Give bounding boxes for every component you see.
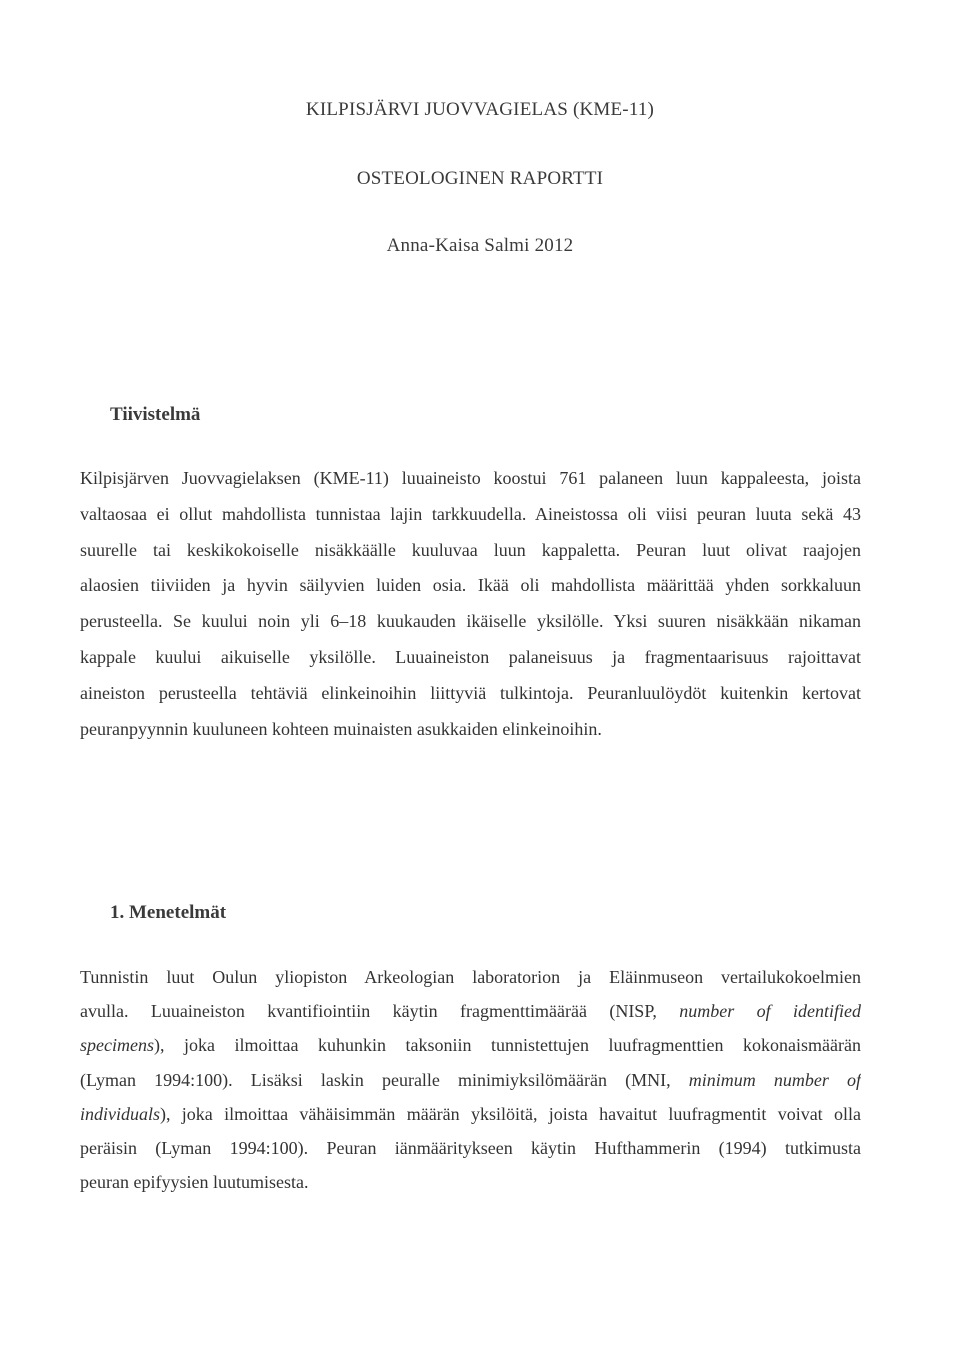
abstract-line: peuranpyynnin kuuluneen kohteen muinaisten asukkaiden elinkeinoihin. xyxy=(80,718,602,739)
methods-text: (Lyman 1994:100). Lisäksi laskin peuralle minimiyksilömäärän (MNI, xyxy=(80,1069,689,1090)
methods-text: ), joka ilmoittaa vähäisimmän määrän yksilöitä, joista havaitut luufragmentit voivat olla xyxy=(160,1103,861,1124)
document-author: Anna-Kaisa Salmi 2012 xyxy=(386,235,574,256)
methods-italic-term: number of identified xyxy=(679,1001,861,1022)
methods-text: Tunnistin luut Oulun yliopiston Arkeologian laboratorion ja Eläinmuseon vertailukokoelmien xyxy=(80,967,861,987)
abstract-line: perusteella. Se kuului noin yli 6–18 kuukauden ikäiselle yksilölle. Yksi suuren nisäkkään nikaman xyxy=(80,611,861,632)
document-subtitle: OSTEOLOGINEN RAPORTTI xyxy=(356,168,604,189)
abstract-line: suurelle tai keskikokoiselle nisäkkäälle kuuluvaa luun kappaletta. Peuran luut olivat raajojen xyxy=(80,539,861,560)
methods-line xyxy=(80,1131,861,1165)
methods-line xyxy=(80,960,861,994)
abstract-line: Kilpisjärven Juovvagielaksen (KME-11) luuaineisto koostui 761 palaneen luun kappaleesta, joista xyxy=(80,468,861,488)
methods-text: ), joka ilmoittaa kuhunkin taksoniin tunnistettujen luufragmenttien kokonaismäärän xyxy=(153,1035,861,1056)
abstract-paragraph xyxy=(80,461,861,747)
methods-text: peuran epifyysien luutumisesta. xyxy=(80,1172,309,1193)
methods-line xyxy=(80,1028,861,1062)
abstract-line: alaosien tiiviiden ja hyvin säilyvien luiden osia. Ikää oli mahdollista määrittää yhden sorkkaluun xyxy=(80,575,861,596)
methods-text: peräisin (Lyman 1994:100). Peuran iänmääritykseen käytin Hufthammerin (1994) tutkimusta xyxy=(80,1137,861,1158)
methods-paragraph xyxy=(80,960,861,1199)
abstract-heading: Tiivistelmä xyxy=(110,404,201,425)
methods-line xyxy=(80,1063,861,1097)
document-title: KILPISJÄRVI JUOVVAGIELAS (KME-11) xyxy=(305,99,655,120)
methods-heading: 1. Menetelmät xyxy=(110,902,227,923)
methods-text: avulla. Luuaineiston kvantifiointiin käytin fragmenttimäärää (NISP, xyxy=(80,1001,680,1022)
abstract-line: kappale kuului aikuiselle yksilölle. Luuaineiston palaneisuus ja fragmentaarisuus rajoittavat xyxy=(80,646,861,667)
methods-line xyxy=(80,994,861,1028)
methods-italic-term: individuals xyxy=(80,1103,160,1124)
abstract-line: aineiston perusteella tehtäviä elinkeinoihin liittyviä tulkintoja. Peuranluulöydöt kuitenkin kertovat xyxy=(80,682,861,703)
methods-italic-term: minimum number of xyxy=(688,1069,861,1090)
abstract-line: valtaosaa ei ollut mahdollista tunnistaa lajin tarkkuudella. Aineistossa oli viisi peuran luuta sekä 43 xyxy=(80,503,861,524)
methods-line xyxy=(80,1165,861,1199)
methods-italic-term: specimens xyxy=(80,1035,154,1056)
methods-line xyxy=(80,1097,861,1131)
